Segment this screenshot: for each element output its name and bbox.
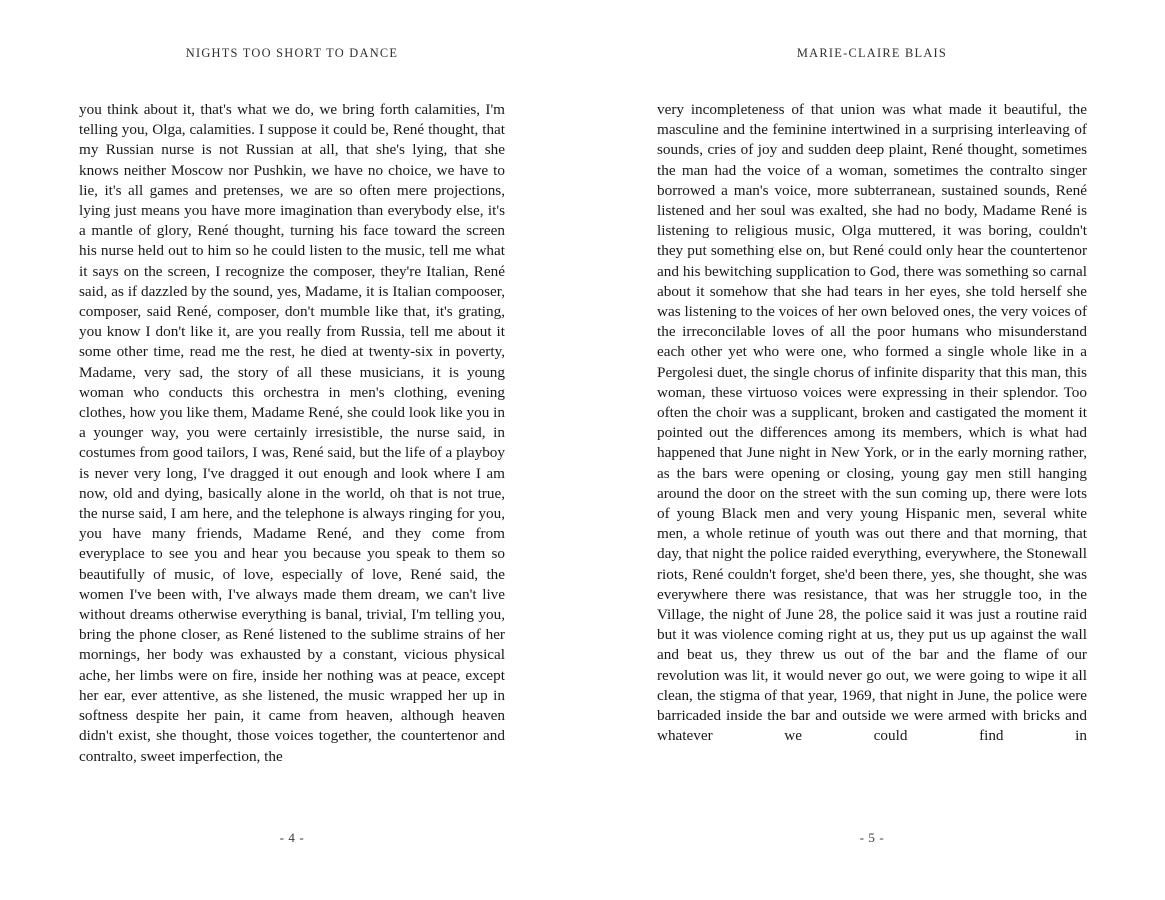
body-paragraph-left: you think about it, that's what we do, we bring forth calamities, I'm telling you, Olga, calamities. I suppose it could be, René thought, that my Russian nurse is not Russian at all, that she's lying, that she knows neither Moscow nor Pushkin, we have no choice, we have to lie, it's all games and pretenses, we are so often mere projections, lying just means you have more imagination than everybody else, it's a mantle of glory, René thought, turning his face toward the screen his nurse held out to him so he could listen to the music, tell me what it says on the screen, I recognize the composer, they're Italian, René said, as if dazzled by the sound, yes, Madame, it is Italian compooser, composer, said René, composer, don't mumble like that, it's grating, you know I don't like it, are you really from Russia, tell me about it some other time, read me the rest, he died at twenty-six in poverty, Madame, very sad, the story of all these musicians, it is young woman who conducts this orchestra in men's clothing, evening clothes, how you like them, Madame René, she could look like you in a younger way, you were certainly irresistible, the nurse said, in costumes from good tailors, I was, René said, but the life of a playboy is never very long, I've dragged it out enough and look where I am now, old and dying, basically alone in the world, oh that is not true, the nurse said, I am here, and the telephone is always ringing for you, you have many friends, Madame René, and they come from everyplace to see you and hear you because you speak to them so beautifully of music, of love, especially of love, René said, the women I've been with, I've always made them dream, we can't live without dreams otherwise everything is banal, trivial, I'm telling you, bring the phone closer, as René listened to the sublime strains of her mornings, her body was exhausted by a constant, vicious physical ache, her limbs were on fire, inside her nothing was at peace, except her ear, ever attentive, as she listened, the music wrapped her up in softness despite her pain, it came from heaven, although heaven didn't exist, she thought, those voices together, the countertenor and contralto, sweet imperfection, the (79, 101, 505, 765)
text-column-right (657, 100, 1087, 767)
body-paragraph-right: very incompleteness of that union was what made it beautiful, the masculine and the feminine intertwined in a surprising interleaving of sounds, cries of joy and sudden deep plaint, René thought, sometimes the man had the voice of a woman, sometimes the contralto singer borrowed a man's voice, more subterranean, sustained sounds, René listened and her soul was exalted, she had no body, Madame René is listening to religious music, Olga muttered, it was boring, couldn't they put something else on, but René could only hear the countertenor and his bewitching supplication to God, there was something so carnal about it somehow that she had tears in her eyes, she told herself she was listening to the voices of her own beloved ones, the very voices of the irreconcilable loves of all the poor humans who misunderstand each other yet who were one, who formed a single whole like in a Pergolesi duet, the single chorus of infinite disparity that this man, this woman, these virtuoso voices were expressing in their splendor. Too often the choir was a supplicant, broken and castigated the moment it pointed out the differences among its members, which is what had happened that June night in New York, or in the early morning rather, as the bars were opening or closing, young gay men still hanging around the door on the street with the sun coming up, there were lots of young Black men and very young Hispanic men, several white men, a whole retinue of youth was out there and that morning, that day, that night the police raided everything, everywhere, the Stonewall riots, René couldn't forget, she'd been there, yes, she thought, she was everywhere there was resistance, that was her struggle too, in the Village, the night of June 28, the police said it was just a routine raid but it was violence coming right at us, they put us up against the wall and beat us, they threw us out of the bar and the flame of our revolution was lit, it would never go out, we were going to wipe it all clean, the stigma of that year, 1969, that night in June, the police were barricaded inside the bar and outside we were armed with bricks and whatever we could find in (657, 101, 1087, 745)
running-head-right: MARIE-CLAIRE BLAIS (796, 46, 948, 60)
page-number-right: - 5 - (859, 830, 885, 845)
text-column-left (79, 100, 505, 767)
running-head-left: NIGHTS TOO SHORT TO DANCE (185, 46, 399, 60)
page-number-left: - 4 - (279, 830, 305, 845)
